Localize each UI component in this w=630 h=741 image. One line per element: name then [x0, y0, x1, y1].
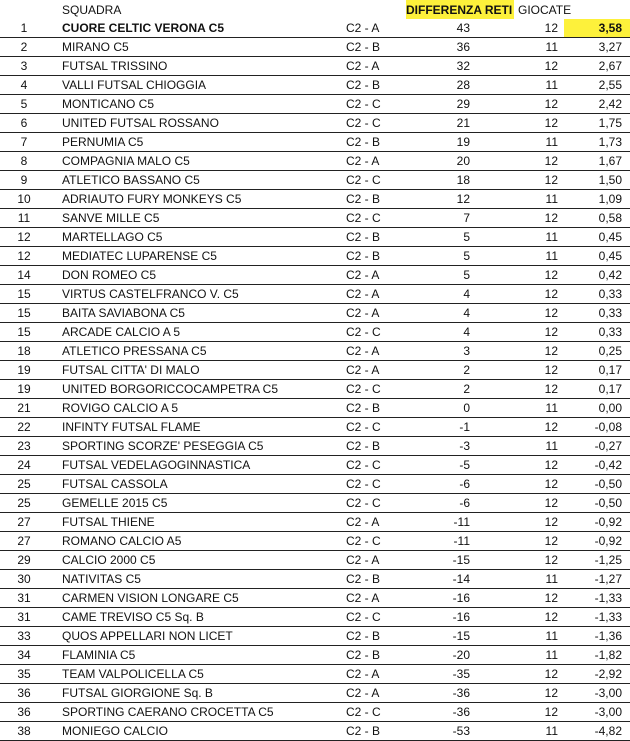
- goal-difference-cell: 3: [406, 342, 514, 361]
- team-name-cell: UNITED FUTSAL ROSSANO: [56, 114, 346, 133]
- goal-difference-cell: -11: [406, 513, 514, 532]
- goal-difference-cell: -1: [406, 418, 514, 437]
- table-row: [0, 95, 630, 114]
- table-row: [0, 532, 630, 551]
- games-played-cell: 11: [514, 646, 564, 665]
- girone-cell: C2 - C: [346, 532, 406, 551]
- position-cell: 6: [0, 114, 56, 133]
- team-name-cell: SPORTING SCORZE' PESEGGIA C5: [56, 437, 346, 456]
- goal-difference-cell: -20: [406, 646, 514, 665]
- table-row: [0, 380, 630, 399]
- team-name-cell: DON ROMEO C5: [56, 266, 346, 285]
- goal-difference-cell: -6: [406, 475, 514, 494]
- games-played-cell: 12: [514, 684, 564, 703]
- girone-cell: C2 - C: [346, 418, 406, 437]
- goal-difference-cell: -15: [406, 627, 514, 646]
- table-row: [0, 152, 630, 171]
- girone-cell: C2 - C: [346, 703, 406, 722]
- position-cell: 11: [0, 209, 56, 228]
- goal-difference-cell: 4: [406, 304, 514, 323]
- position-cell: 5: [0, 95, 56, 114]
- header-row: [0, 0, 630, 19]
- ratio-cell: -1,25: [564, 551, 630, 570]
- position-cell: 2: [0, 38, 56, 57]
- position-cell: 27: [0, 532, 56, 551]
- girone-cell: C2 - A: [346, 665, 406, 684]
- position-cell: 24: [0, 456, 56, 475]
- ratio-cell: 0,45: [564, 247, 630, 266]
- girone-cell: C2 - A: [346, 513, 406, 532]
- ratio-cell: 3,58: [564, 19, 630, 38]
- table-row: [0, 228, 630, 247]
- table-row: [0, 342, 630, 361]
- position-cell: 3: [0, 57, 56, 76]
- girone-cell: C2 - B: [346, 722, 406, 741]
- games-played-cell: 12: [514, 209, 564, 228]
- games-played-cell: 12: [514, 551, 564, 570]
- girone-cell: C2 - B: [346, 646, 406, 665]
- girone-cell: C2 - B: [346, 247, 406, 266]
- position-cell: 23: [0, 437, 56, 456]
- ratio-cell: 0,25: [564, 342, 630, 361]
- table-row: [0, 399, 630, 418]
- table-row: [0, 323, 630, 342]
- table-row: [0, 684, 630, 703]
- games-played-cell: 12: [514, 266, 564, 285]
- position-cell: 31: [0, 589, 56, 608]
- games-played-cell: 11: [514, 76, 564, 95]
- games-played-cell: 12: [514, 475, 564, 494]
- games-played-cell: 11: [514, 133, 564, 152]
- position-cell: 36: [0, 703, 56, 722]
- ratio-cell: 2,55: [564, 76, 630, 95]
- team-name-cell: PERNUMIA C5: [56, 133, 346, 152]
- goal-difference-cell: 28: [406, 76, 514, 95]
- girone-cell: C2 - B: [346, 437, 406, 456]
- position-cell: 9: [0, 171, 56, 190]
- position-cell: 15: [0, 285, 56, 304]
- goal-difference-cell: -53: [406, 722, 514, 741]
- ratio-cell: 0,33: [564, 323, 630, 342]
- games-played-cell: 12: [514, 665, 564, 684]
- ratio-cell: 1,75: [564, 114, 630, 133]
- goal-difference-cell: 43: [406, 19, 514, 38]
- position-cell: 34: [0, 646, 56, 665]
- team-name-cell: TEAM VALPOLICELLA C5: [56, 665, 346, 684]
- goal-difference-cell: 36: [406, 38, 514, 57]
- position-cell: 30: [0, 570, 56, 589]
- goal-difference-cell: 12: [406, 190, 514, 209]
- standings-body: [0, 19, 630, 741]
- table-row: [0, 190, 630, 209]
- table-row: [0, 551, 630, 570]
- goal-difference-cell: -11: [406, 532, 514, 551]
- team-name-cell: MARTELLAGO C5: [56, 228, 346, 247]
- ratio-cell: 1,73: [564, 133, 630, 152]
- girone-cell: C2 - B: [346, 76, 406, 95]
- table-row: [0, 570, 630, 589]
- table-row: [0, 361, 630, 380]
- ratio-cell: -1,82: [564, 646, 630, 665]
- games-played-cell: 12: [514, 456, 564, 475]
- girone-cell: C2 - A: [346, 57, 406, 76]
- girone-cell: C2 - A: [346, 19, 406, 38]
- position-cell: 21: [0, 399, 56, 418]
- header-ratio: [564, 0, 630, 19]
- girone-cell: C2 - B: [346, 627, 406, 646]
- games-played-cell: 12: [514, 95, 564, 114]
- goal-difference-cell: 4: [406, 285, 514, 304]
- ratio-cell: -0,50: [564, 494, 630, 513]
- ratio-cell: 1,50: [564, 171, 630, 190]
- games-played-cell: 11: [514, 627, 564, 646]
- team-name-cell: MIRANO C5: [56, 38, 346, 57]
- header-games-played: GIOCATE: [518, 2, 572, 17]
- position-cell: 7: [0, 133, 56, 152]
- ratio-cell: -1,33: [564, 589, 630, 608]
- ratio-cell: 0,45: [564, 228, 630, 247]
- girone-cell: C2 - B: [346, 228, 406, 247]
- team-name-cell: ATLETICO PRESSANA C5: [56, 342, 346, 361]
- goal-difference-cell: -3: [406, 437, 514, 456]
- ratio-cell: -0,42: [564, 456, 630, 475]
- ratio-cell: -3,00: [564, 703, 630, 722]
- goal-difference-cell: -36: [406, 703, 514, 722]
- girone-cell: C2 - A: [346, 285, 406, 304]
- girone-cell: C2 - B: [346, 399, 406, 418]
- table-row: [0, 456, 630, 475]
- team-name-cell: ROVIGO CALCIO A 5: [56, 399, 346, 418]
- games-played-cell: 11: [514, 38, 564, 57]
- goal-difference-cell: -15: [406, 551, 514, 570]
- table-row: [0, 608, 630, 627]
- games-played-cell: 11: [514, 437, 564, 456]
- table-row: [0, 304, 630, 323]
- games-played-cell: 12: [514, 152, 564, 171]
- team-name-cell: CARMEN VISION LONGARE C5: [56, 589, 346, 608]
- table-row: [0, 418, 630, 437]
- games-played-cell: 11: [514, 228, 564, 247]
- position-cell: 12: [0, 247, 56, 266]
- position-cell: 4: [0, 76, 56, 95]
- team-name-cell: VIRTUS CASTELFRANCO V. C5: [56, 285, 346, 304]
- goal-difference-cell: 2: [406, 361, 514, 380]
- girone-cell: C2 - A: [346, 152, 406, 171]
- position-cell: 19: [0, 380, 56, 399]
- goal-difference-cell: -36: [406, 684, 514, 703]
- position-cell: 10: [0, 190, 56, 209]
- table-row: [0, 133, 630, 152]
- ratio-cell: 3,27: [564, 38, 630, 57]
- games-played-cell: 12: [514, 380, 564, 399]
- games-played-cell: 12: [514, 513, 564, 532]
- table-row: [0, 76, 630, 95]
- table-row: [0, 285, 630, 304]
- girone-cell: C2 - A: [346, 361, 406, 380]
- games-played-cell: 11: [514, 247, 564, 266]
- team-name-cell: MEDIATEC LUPARENSE C5: [56, 247, 346, 266]
- position-cell: 8: [0, 152, 56, 171]
- ratio-cell: 1,67: [564, 152, 630, 171]
- girone-cell: C2 - C: [346, 114, 406, 133]
- position-cell: 15: [0, 323, 56, 342]
- table-row: [0, 589, 630, 608]
- table-row: [0, 247, 630, 266]
- goal-difference-cell: -35: [406, 665, 514, 684]
- ratio-cell: 0,33: [564, 304, 630, 323]
- table-row: [0, 57, 630, 76]
- games-played-cell: 12: [514, 304, 564, 323]
- team-name-cell: CUORE CELTIC VERONA C5: [56, 19, 346, 38]
- goal-difference-cell: 5: [406, 266, 514, 285]
- ratio-cell: 2,67: [564, 57, 630, 76]
- girone-cell: C2 - A: [346, 589, 406, 608]
- header-girone: [346, 0, 406, 19]
- games-played-cell: 11: [514, 722, 564, 741]
- team-name-cell: ATLETICO BASSANO C5: [56, 171, 346, 190]
- games-played-cell: 11: [514, 190, 564, 209]
- team-name-cell: FUTSAL VEDELAGOGINNASTICA: [56, 456, 346, 475]
- team-name-cell: SANVE MILLE C5: [56, 209, 346, 228]
- position-cell: 22: [0, 418, 56, 437]
- table-row: [0, 437, 630, 456]
- ratio-cell: 2,42: [564, 95, 630, 114]
- ratio-cell: 0,42: [564, 266, 630, 285]
- position-cell: 36: [0, 684, 56, 703]
- position-cell: 25: [0, 475, 56, 494]
- team-name-cell: FUTSAL TRISSINO: [56, 57, 346, 76]
- goal-difference-cell: -16: [406, 589, 514, 608]
- ratio-cell: -0,50: [564, 475, 630, 494]
- ratio-cell: -0,08: [564, 418, 630, 437]
- team-name-cell: INFINTY FUTSAL FLAME: [56, 418, 346, 437]
- team-name-cell: MONTICANO C5: [56, 95, 346, 114]
- girone-cell: C2 - C: [346, 323, 406, 342]
- ratio-cell: 0,17: [564, 361, 630, 380]
- position-cell: 12: [0, 228, 56, 247]
- games-played-cell: 12: [514, 342, 564, 361]
- goal-difference-cell: 32: [406, 57, 514, 76]
- girone-cell: C2 - A: [346, 342, 406, 361]
- table-row: [0, 475, 630, 494]
- goal-difference-cell: -5: [406, 456, 514, 475]
- table-row: [0, 494, 630, 513]
- team-name-cell: SPORTING CAERANO CROCETTA C5: [56, 703, 346, 722]
- ratio-cell: 0,17: [564, 380, 630, 399]
- ratio-cell: -0,27: [564, 437, 630, 456]
- team-name-cell: VALLI FUTSAL CHIOGGIA: [56, 76, 346, 95]
- ratio-cell: 1,09: [564, 190, 630, 209]
- goal-difference-cell: -16: [406, 608, 514, 627]
- girone-cell: C2 - C: [346, 209, 406, 228]
- position-cell: 25: [0, 494, 56, 513]
- table-row: [0, 646, 630, 665]
- position-cell: 19: [0, 361, 56, 380]
- goal-difference-cell: 29: [406, 95, 514, 114]
- table-row: [0, 19, 630, 38]
- games-played-cell: 11: [514, 399, 564, 418]
- ratio-cell: -3,00: [564, 684, 630, 703]
- goal-difference-cell: -14: [406, 570, 514, 589]
- ratio-cell: -1,36: [564, 627, 630, 646]
- table-row: [0, 703, 630, 722]
- team-name-cell: ADRIAUTO FURY MONKEYS C5: [56, 190, 346, 209]
- goal-difference-cell: 5: [406, 228, 514, 247]
- team-name-cell: FUTSAL THIENE: [56, 513, 346, 532]
- team-name-cell: NATIVITAS C5: [56, 570, 346, 589]
- team-name-cell: FUTSAL CITTA' DI MALO: [56, 361, 346, 380]
- games-played-cell: 12: [514, 285, 564, 304]
- position-cell: 38: [0, 722, 56, 741]
- ratio-cell: 0,33: [564, 285, 630, 304]
- header-position: [0, 0, 56, 19]
- girone-cell: C2 - A: [346, 551, 406, 570]
- games-played-cell: 12: [514, 418, 564, 437]
- table-row: [0, 38, 630, 57]
- games-played-cell: 12: [514, 608, 564, 627]
- games-played-cell: 12: [514, 171, 564, 190]
- ratio-cell: 0,58: [564, 209, 630, 228]
- goal-difference-cell: 20: [406, 152, 514, 171]
- ratio-cell: -1,27: [564, 570, 630, 589]
- position-cell: 15: [0, 304, 56, 323]
- position-cell: 18: [0, 342, 56, 361]
- team-name-cell: UNITED BORGORICCOCAMPETRA C5: [56, 380, 346, 399]
- team-name-cell: FUTSAL GIORGIONE Sq. B: [56, 684, 346, 703]
- team-name-cell: QUOS APPELLARI NON LICET: [56, 627, 346, 646]
- team-name-cell: GEMELLE 2015 C5: [56, 494, 346, 513]
- games-played-cell: 12: [514, 323, 564, 342]
- team-name-cell: ARCADE CALCIO A 5: [56, 323, 346, 342]
- position-cell: 33: [0, 627, 56, 646]
- ratio-cell: 0,00: [564, 399, 630, 418]
- goal-difference-cell: 19: [406, 133, 514, 152]
- table-row: [0, 627, 630, 646]
- girone-cell: C2 - A: [346, 266, 406, 285]
- position-cell: 29: [0, 551, 56, 570]
- girone-cell: C2 - C: [346, 475, 406, 494]
- ratio-cell: -4,82: [564, 722, 630, 741]
- girone-cell: C2 - B: [346, 133, 406, 152]
- girone-cell: C2 - C: [346, 608, 406, 627]
- games-played-cell: 12: [514, 114, 564, 133]
- table-row: [0, 114, 630, 133]
- goal-difference-cell: 21: [406, 114, 514, 133]
- team-name-cell: FUTSAL CASSOLA: [56, 475, 346, 494]
- position-cell: 1: [0, 19, 56, 38]
- goal-difference-cell: 5: [406, 247, 514, 266]
- girone-cell: C2 - B: [346, 570, 406, 589]
- games-played-cell: 12: [514, 57, 564, 76]
- girone-cell: C2 - A: [346, 304, 406, 323]
- goal-difference-cell: 7: [406, 209, 514, 228]
- team-name-cell: CAME TREVISO C5 Sq. B: [56, 608, 346, 627]
- team-name-cell: COMPAGNIA MALO C5: [56, 152, 346, 171]
- ratio-cell: -1,33: [564, 608, 630, 627]
- girone-cell: C2 - B: [346, 38, 406, 57]
- team-name-cell: MONIEGO CALCIO: [56, 722, 346, 741]
- table-row: [0, 209, 630, 228]
- header-team: SQUADRA: [62, 2, 122, 17]
- goal-difference-cell: -6: [406, 494, 514, 513]
- team-name-cell: CALCIO 2000 C5: [56, 551, 346, 570]
- position-cell: 14: [0, 266, 56, 285]
- table-row: [0, 665, 630, 684]
- girone-cell: C2 - B: [346, 190, 406, 209]
- table-row: [0, 513, 630, 532]
- games-played-cell: 12: [514, 494, 564, 513]
- team-name-cell: FLAMINIA C5: [56, 646, 346, 665]
- goal-difference-cell: 0: [406, 399, 514, 418]
- games-played-cell: 12: [514, 19, 564, 38]
- games-played-cell: 12: [514, 703, 564, 722]
- games-played-cell: 12: [514, 589, 564, 608]
- table-row: [0, 171, 630, 190]
- girone-cell: C2 - A: [346, 684, 406, 703]
- girone-cell: C2 - C: [346, 494, 406, 513]
- girone-cell: C2 - C: [346, 456, 406, 475]
- ratio-cell: -0,92: [564, 513, 630, 532]
- goal-difference-cell: 2: [406, 380, 514, 399]
- ratio-cell: -0,92: [564, 532, 630, 551]
- ratio-cell: -2,92: [564, 665, 630, 684]
- girone-cell: C2 - C: [346, 171, 406, 190]
- girone-cell: C2 - C: [346, 380, 406, 399]
- games-played-cell: 12: [514, 361, 564, 380]
- goal-difference-cell: 18: [406, 171, 514, 190]
- header-goal-difference: DIFFERENZA RETI: [406, 0, 514, 19]
- position-cell: 35: [0, 665, 56, 684]
- table-row: [0, 266, 630, 285]
- games-played-cell: 11: [514, 570, 564, 589]
- goal-difference-cell: 4: [406, 323, 514, 342]
- girone-cell: C2 - C: [346, 95, 406, 114]
- position-cell: 27: [0, 513, 56, 532]
- position-cell: 31: [0, 608, 56, 627]
- team-name-cell: ROMANO CALCIO A5: [56, 532, 346, 551]
- games-played-cell: 12: [514, 532, 564, 551]
- team-name-cell: BAITA SAVIABONA C5: [56, 304, 346, 323]
